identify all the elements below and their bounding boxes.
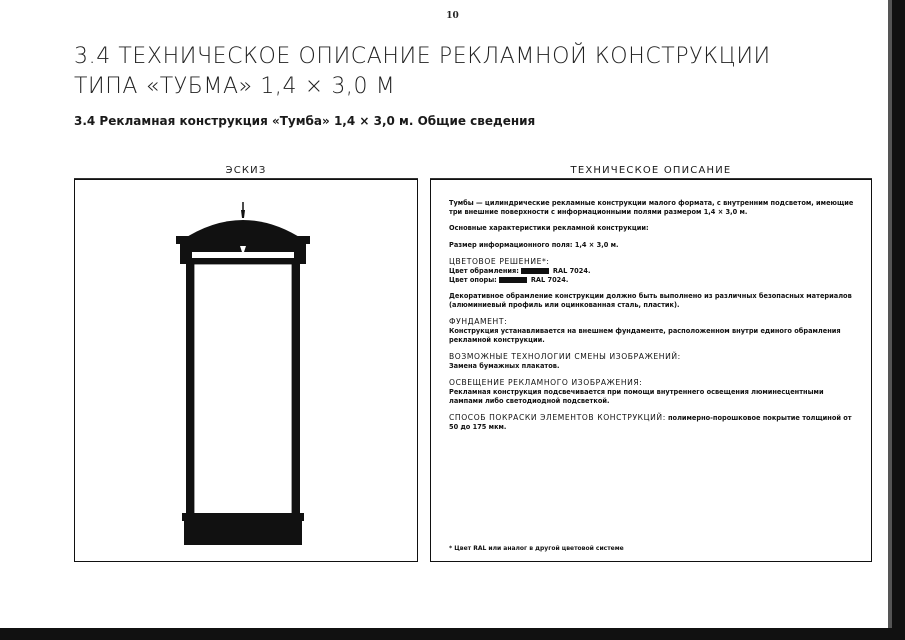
support-color-value: RAL 7024. bbox=[530, 275, 569, 284]
foundation-text: Конструкция устанавливается на внешнем фундаменте, расположенном внутри единого обрамления рекламной конструкции. bbox=[449, 326, 841, 344]
support-color-label: Цвет опоры: bbox=[449, 275, 497, 284]
decor-paragraph: Декоративное обрамление конструкции должно быть выполнено из различных безопасных материалов (алюминиевый профиль или оцинкованная сталь, пластик). bbox=[449, 292, 852, 309]
image-tech-title: ВОЗМОЖНЫЕ ТЕХНОЛОГИИ СМЕНЫ ИЗОБРАЖЕНИЙ: bbox=[449, 352, 681, 362]
lighting-title: ОСВЕЩЕНИЕ РЕКЛАМНОГО ИЗОБРАЖЕНИЯ: bbox=[449, 378, 643, 388]
paint-title: СПОСОБ ПОКРАСКИ ЭЛЕМЕНТОВ КОНСТРУКЦИЙ: bbox=[449, 413, 666, 423]
paint-text: полимерно-порошковое покрытие толщиной от 50 до 175 мкм. bbox=[449, 414, 852, 431]
page-title bbox=[74, 42, 874, 102]
frame-color-swatch bbox=[521, 268, 549, 274]
tech-description-column-label: ТЕХНИЧЕСКОЕ ОПИСАНИЕ bbox=[430, 165, 872, 179]
section-subtitle: 3.4 Рекламная конструкция «Тумба» 1,4 × 3,0 м. Общие сведения bbox=[74, 114, 536, 128]
intro-paragraph: Тумбы — цилиндрические рекламные конструкции малого формата, с внутренним подсветом, имеющие три внешние поверхности с информационными полями размером 1,4 × 3,0 м. bbox=[449, 199, 854, 216]
page-title-line-1: 3.4 ТЕХНИЧЕСКОЕ ОПИСАНИЕ РЕКЛАМНОЙ КОНСТРУКЦИИ bbox=[74, 44, 771, 69]
scan-bottom-edge bbox=[0, 628, 905, 640]
frame-color-label: Цвет обрамления: bbox=[449, 266, 519, 275]
color-footnote: * Цвет RAL или аналог в другой цветовой системе bbox=[449, 545, 624, 552]
support-color-swatch bbox=[499, 277, 527, 283]
sketch-column-label: ЭСКИЗ bbox=[74, 165, 418, 179]
lighting-text: Рекламная конструкция подсвечивается при помощи внутреннего освещения люминесцентными лампами либо светодиодной подсветкой. bbox=[449, 387, 824, 405]
sketch-panel bbox=[74, 179, 418, 562]
scan-right-edge bbox=[892, 0, 905, 640]
field-size-line: Размер информационного поля: 1,4 × 3,0 м. bbox=[449, 240, 619, 249]
page-number: 10 bbox=[446, 11, 459, 21]
color-section-title: ЦВЕТОВОЕ РЕШЕНИЕ*: bbox=[449, 257, 550, 267]
tech-description-panel bbox=[430, 179, 872, 562]
main-features-line: Основные характеристики рекламной конструкции: bbox=[449, 224, 649, 233]
lighting-section bbox=[449, 378, 859, 405]
frame-color-value: RAL 7024. bbox=[552, 266, 591, 275]
color-section bbox=[449, 257, 859, 284]
image-tech-section bbox=[449, 352, 859, 370]
foundation-title: ФУНДАМЕНТ: bbox=[449, 317, 508, 327]
kiosk-sketch-illustration bbox=[75, 180, 416, 560]
page-title-line-2: ТИПА «ТУБМА» 1,4 × 3,0 М bbox=[74, 74, 396, 99]
foundation-section bbox=[449, 317, 859, 344]
tech-description-text bbox=[449, 199, 859, 439]
paint-section bbox=[449, 413, 859, 431]
image-tech-text: Замена бумажных плакатов. bbox=[449, 361, 560, 370]
